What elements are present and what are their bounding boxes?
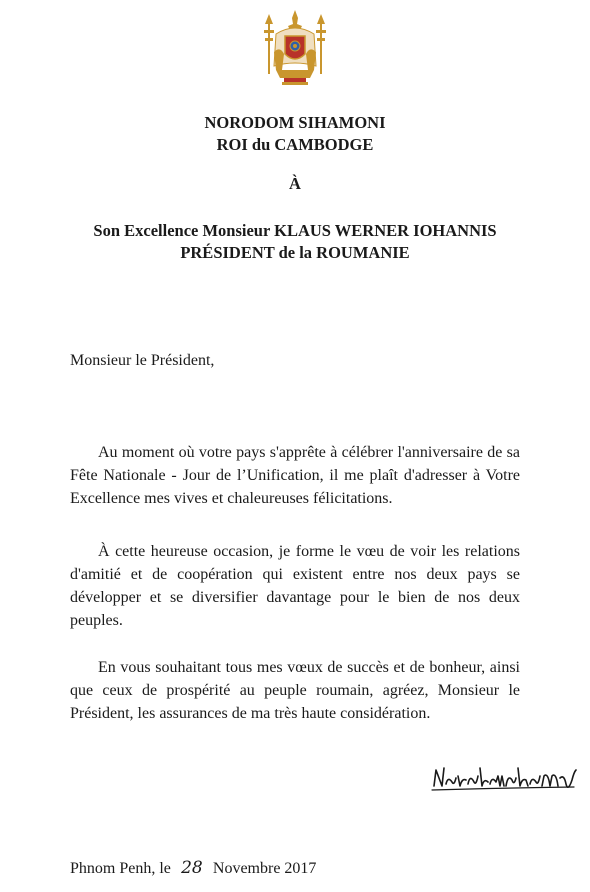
sender-name: NORODOM SIHAMONI [204, 113, 386, 132]
royal-crest-icon [262, 8, 328, 88]
date-place: Phnom Penh, le [70, 860, 171, 877]
sender-title: ROI du CAMBODGE [216, 135, 374, 154]
handwritten-signature [430, 758, 578, 798]
date-month-year: Novembre 2017 [212, 860, 317, 877]
letter-paragraph-3: En vous souhaitant tous mes vœux de succès et de bonheur, ainsi que ceux de prospérité au peuple roumain, agréez, Monsieur le Président, les assurances de ma très haute considération. [70, 659, 520, 722]
date-day-handwritten: 28 [181, 858, 203, 878]
letter-paragraph-2: À cette heureuse occasion, je forme le vœu de voir les relations d'amitié et de coopération qui existent entre nos deux pays se développer et se diversifier davantage pour le bien de nos deux peuples. [70, 543, 520, 629]
date-line [70, 858, 316, 878]
letter-paragraph-1: Au moment où votre pays s'apprête à célébrer l'anniversaire de sa Fête Nationale - Jour de l’Unification, il me plaît d'adresser à Votre Excellence mes vives et chaleureuses félicitations. [70, 444, 520, 507]
recipient-name: Son Excellence Monsieur KLAUS WERNER IOHANNIS [93, 221, 497, 240]
addressee-marker: À [289, 174, 301, 193]
recipient-title: PRÉSIDENT de la ROUMANIE [180, 243, 410, 262]
salutation: Monsieur le Président, [70, 352, 215, 369]
